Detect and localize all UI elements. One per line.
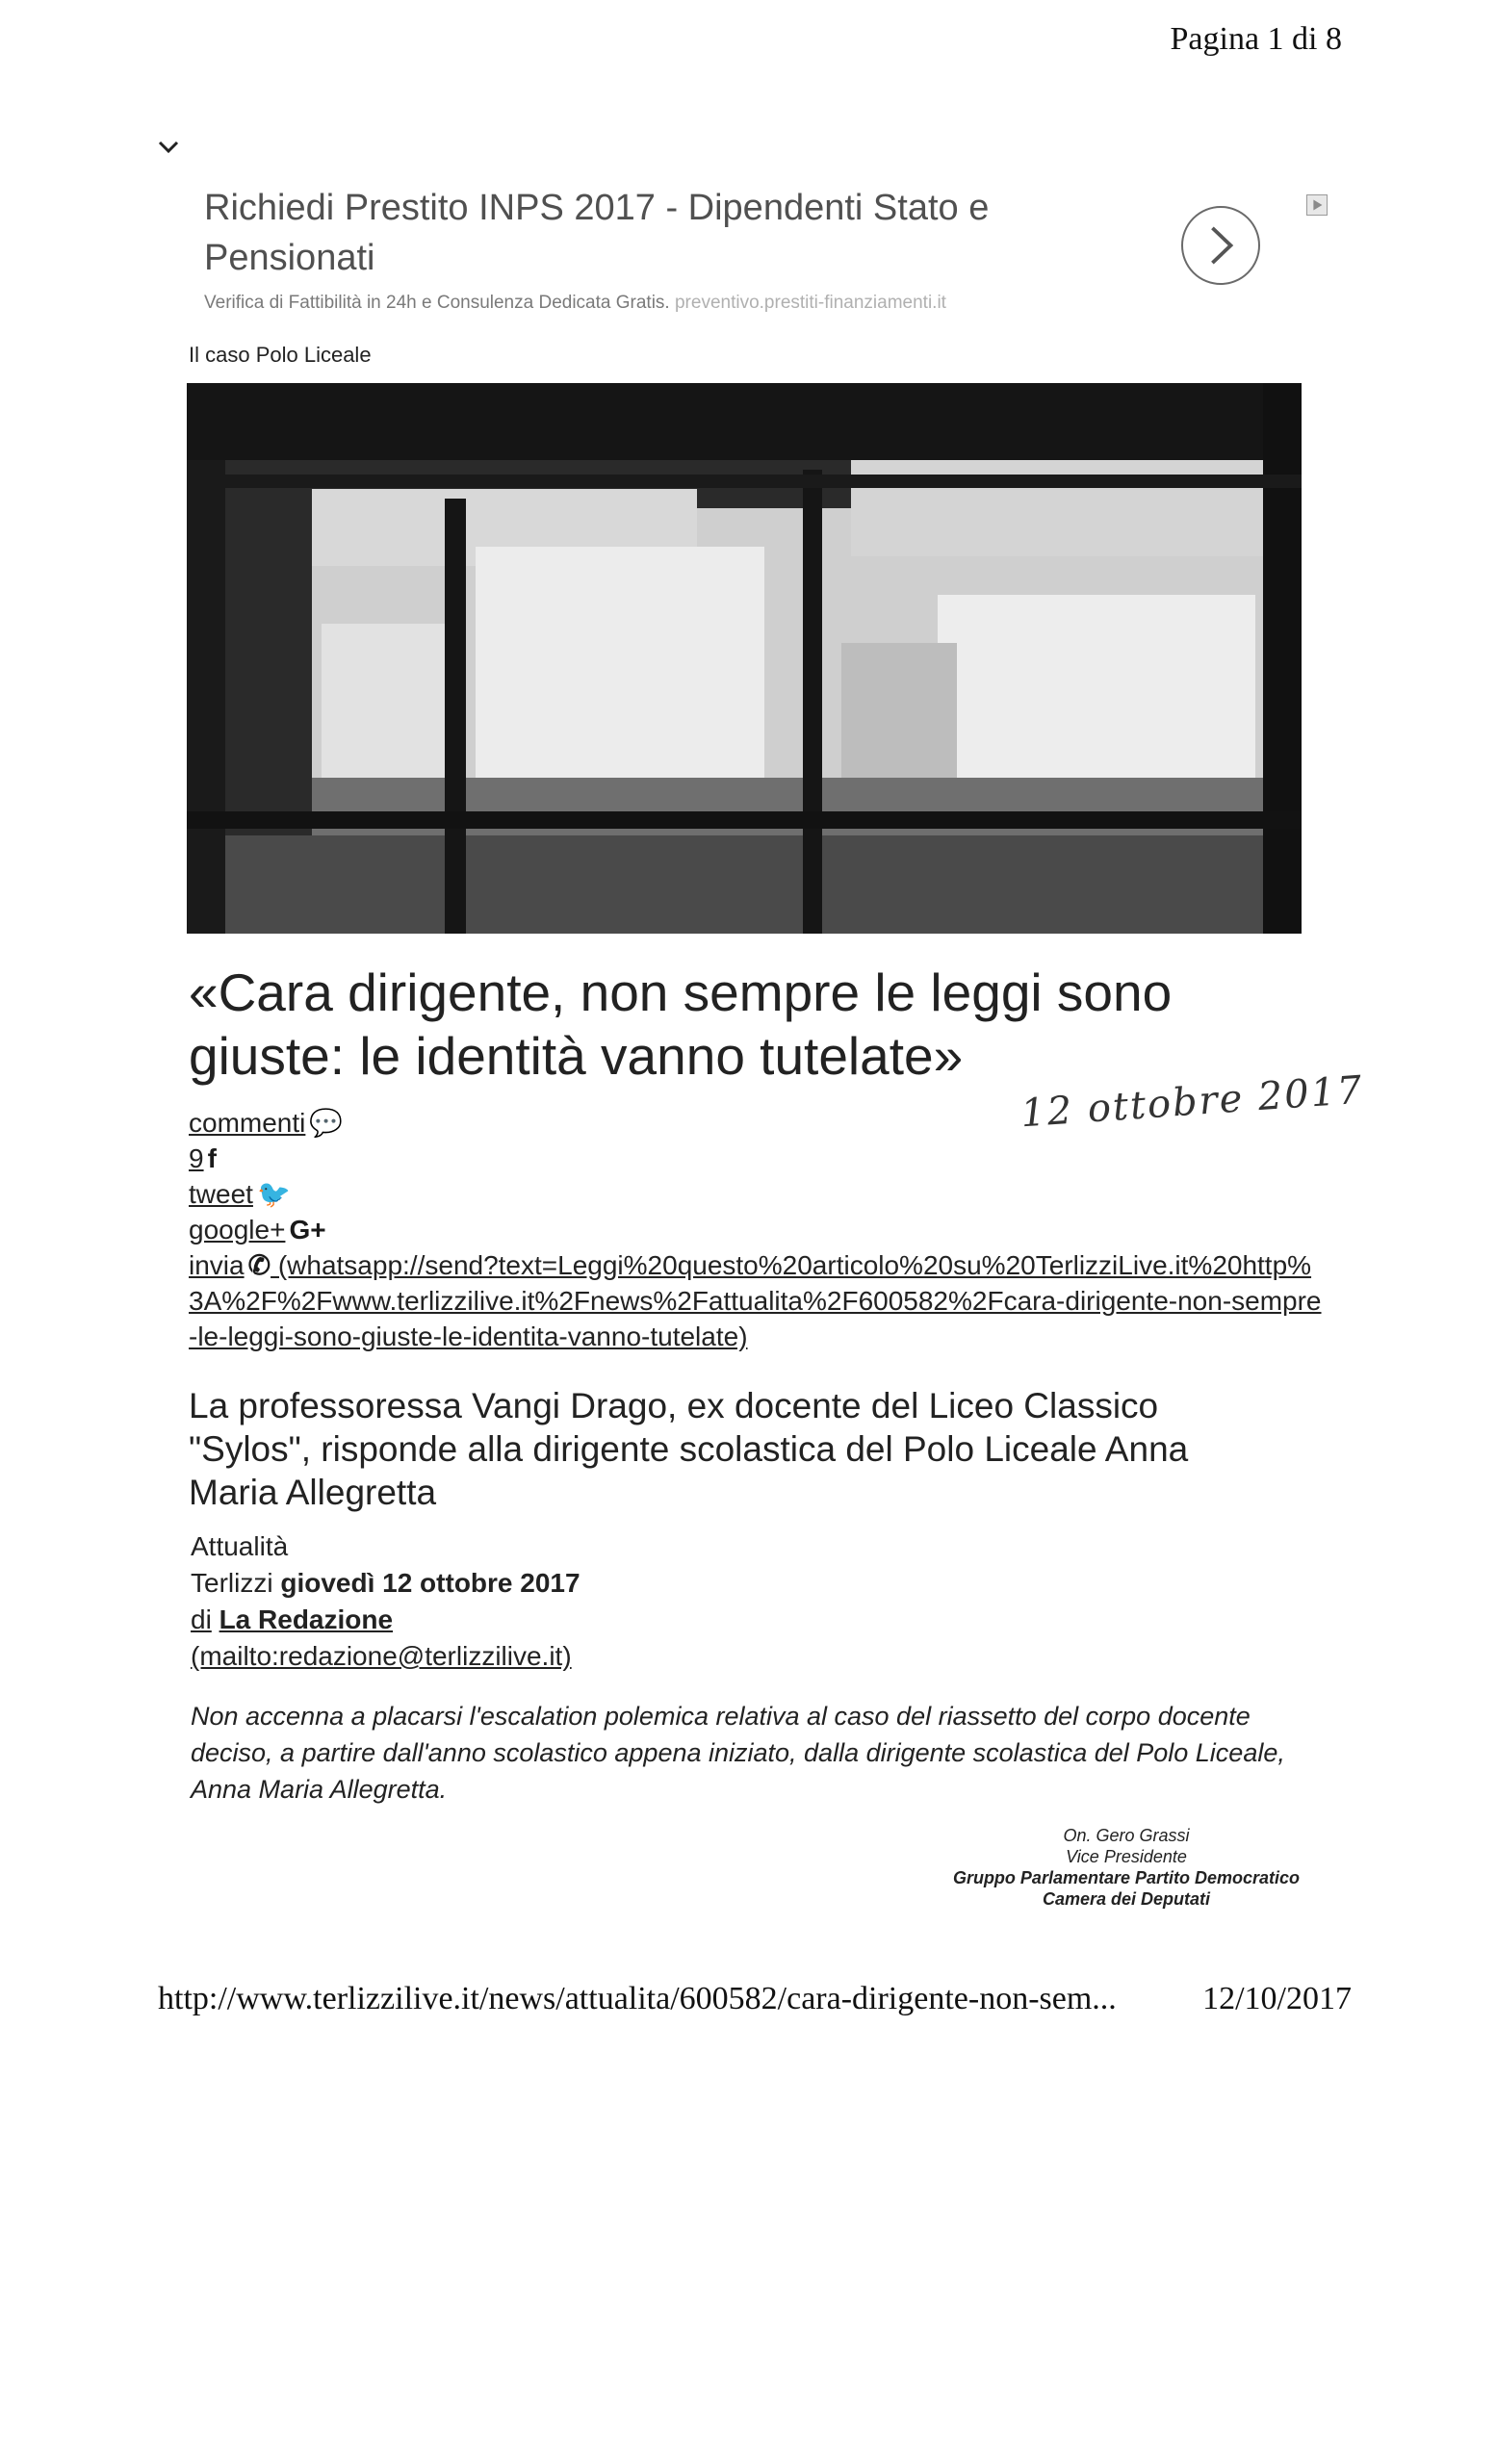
chevron-right-icon[interactable] xyxy=(1181,206,1260,285)
comments-link[interactable]: commenti xyxy=(189,1108,306,1138)
author-mailto-link[interactable]: (mailto:redazione@terlizzilive.it) xyxy=(191,1641,572,1671)
article-meta xyxy=(191,1528,1057,1675)
handwritten-date: 12 ottobre 2017 xyxy=(1019,1067,1366,1137)
stamp-name: On. Gero Grassi xyxy=(1063,1826,1190,1845)
article-city: Terlizzi xyxy=(191,1568,273,1598)
ad-choices-icon[interactable] xyxy=(1306,194,1328,216)
article-dateline xyxy=(191,1565,1057,1602)
facebook-icon: f xyxy=(207,1143,217,1173)
author-link[interactable]: La Redazione xyxy=(219,1604,394,1634)
article-date: giovedì 12 ottobre 2017 xyxy=(280,1568,580,1598)
article-category: Attualità xyxy=(191,1531,289,1561)
stamp-role: Vice Presidente xyxy=(1066,1847,1187,1866)
tweet-link[interactable]: tweet xyxy=(189,1179,253,1209)
article-summary: La professoressa Vangi Drago, ex docente del Liceo Classico "Sylos", risponde alla dirigente scolastica del Polo Liceale Anna Maria Allegretta xyxy=(189,1386,1189,1512)
article-byline xyxy=(191,1602,1057,1638)
google-plus-link[interactable]: google+ xyxy=(189,1215,286,1245)
whatsapp-invia-link[interactable]: invia xyxy=(189,1250,245,1280)
window-buildings-photo xyxy=(187,383,1302,934)
facebook-count[interactable]: 9 xyxy=(189,1143,204,1173)
footer-url: http://www.terlizzilive.it/news/attualita/600582/cara-dirigente-non-sem... xyxy=(158,1981,1117,2016)
whatsapp-icon: ✆ xyxy=(247,1250,271,1280)
twitter-icon: 🐦 xyxy=(256,1179,291,1209)
stamp-group: Gruppo Parlamentare Partito Democratico xyxy=(952,1868,1301,1887)
sponsored-ad[interactable] xyxy=(204,183,1292,318)
ad-subtitle xyxy=(204,293,1292,314)
byline-prefix: di xyxy=(191,1604,212,1634)
comment-icon: 💬 xyxy=(309,1108,344,1138)
ad-description: Verifica di Fattibilità in 24h e Consulenza Dedicata Gratis. xyxy=(204,293,670,313)
chevron-down-icon[interactable] xyxy=(154,133,183,162)
page-footer xyxy=(158,1981,1352,2017)
ad-url[interactable]: preventivo.prestiti-finanziamenti.it xyxy=(674,293,946,313)
page-number-header: Pagina 1 di 8 xyxy=(1170,21,1342,57)
article-headline: «Cara dirigente, non sempre le leggi sono giuste: le identità vanno tutelate» xyxy=(189,962,1173,1086)
ad-title[interactable]: Richiedi Prestito INPS 2017 - Dipendenti Stato e Pensionati xyxy=(204,188,990,278)
whatsapp-share-url[interactable]: (whatsapp://send?text=Leggi%20questo%20articolo%20su%20TerlizziLive.it%20http%3A%2F%2Fwww.terlizzilive.it%2Fnews%2Fattualita%2F600582%2Fcara-dirigente-non-sempre-le-leggi-sono-giuste-le-identita-vanno-tutelate) xyxy=(189,1250,1322,1351)
section-label: Il caso Polo Liceale xyxy=(189,343,372,367)
stamp-chamber: Camera dei Deputati xyxy=(1042,1889,1211,1909)
google-plus-icon: G+ xyxy=(289,1215,326,1245)
share-links xyxy=(189,1105,1325,1354)
signature-stamp xyxy=(924,1825,1328,1910)
article-body: Non accenna a placarsi l'escalation polemica relativa al caso del riassetto del corpo docente deciso, a partire dall'anno scolastico appena iniziato, dalla dirigente scolastica del Polo Liceale, Anna Maria Allegretta. xyxy=(191,1702,1285,1804)
footer-date: 12/10/2017 xyxy=(1202,1981,1352,2016)
